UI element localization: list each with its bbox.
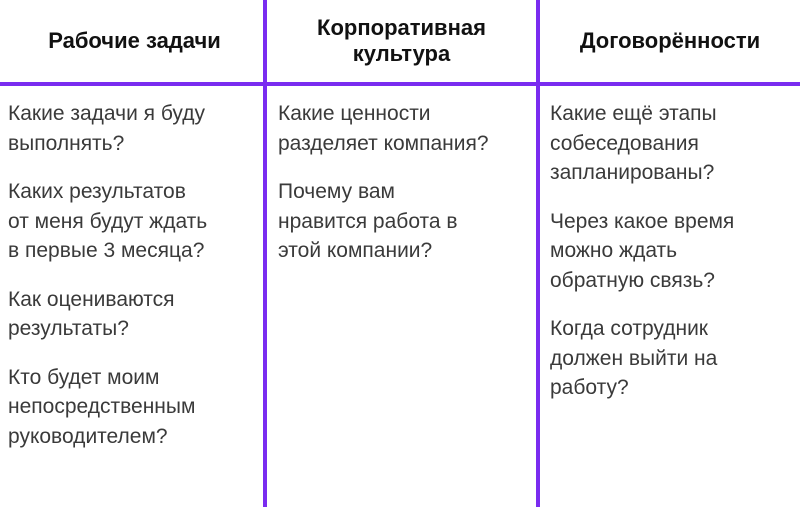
column-agreements xyxy=(540,0,800,507)
question-list xyxy=(550,82,800,403)
question-list xyxy=(8,82,263,451)
column-header-work-tasks: Рабочие задачи xyxy=(48,28,221,53)
question-item: Каких результатов от меня будут ждать в первые 3 месяца? xyxy=(8,180,208,262)
question-item: Кто будет моим непосредственным руководителем? xyxy=(8,365,196,448)
question-item: Как оцениваются результаты? xyxy=(8,287,175,340)
column-header-corporate-culture: Корпоративная культура xyxy=(317,15,486,66)
question-item: Какие ценности разделяет компания? xyxy=(278,102,489,155)
question-item: Какие задачи я буду выполнять? xyxy=(8,102,205,155)
question-item: Через какое время можно ждать обратную связь? xyxy=(550,209,735,292)
question-item: Какие ещё этапы собеседования запланированы? xyxy=(550,102,717,184)
question-item: Почему вам нравится работа в этой компании? xyxy=(278,180,458,262)
column-work-tasks xyxy=(0,0,263,507)
question-list xyxy=(278,82,536,266)
column-corporate-culture xyxy=(267,0,536,507)
question-item: Когда сотрудник должен выйти на работу? xyxy=(550,317,718,399)
column-header-agreements: Договорённости xyxy=(579,28,761,53)
